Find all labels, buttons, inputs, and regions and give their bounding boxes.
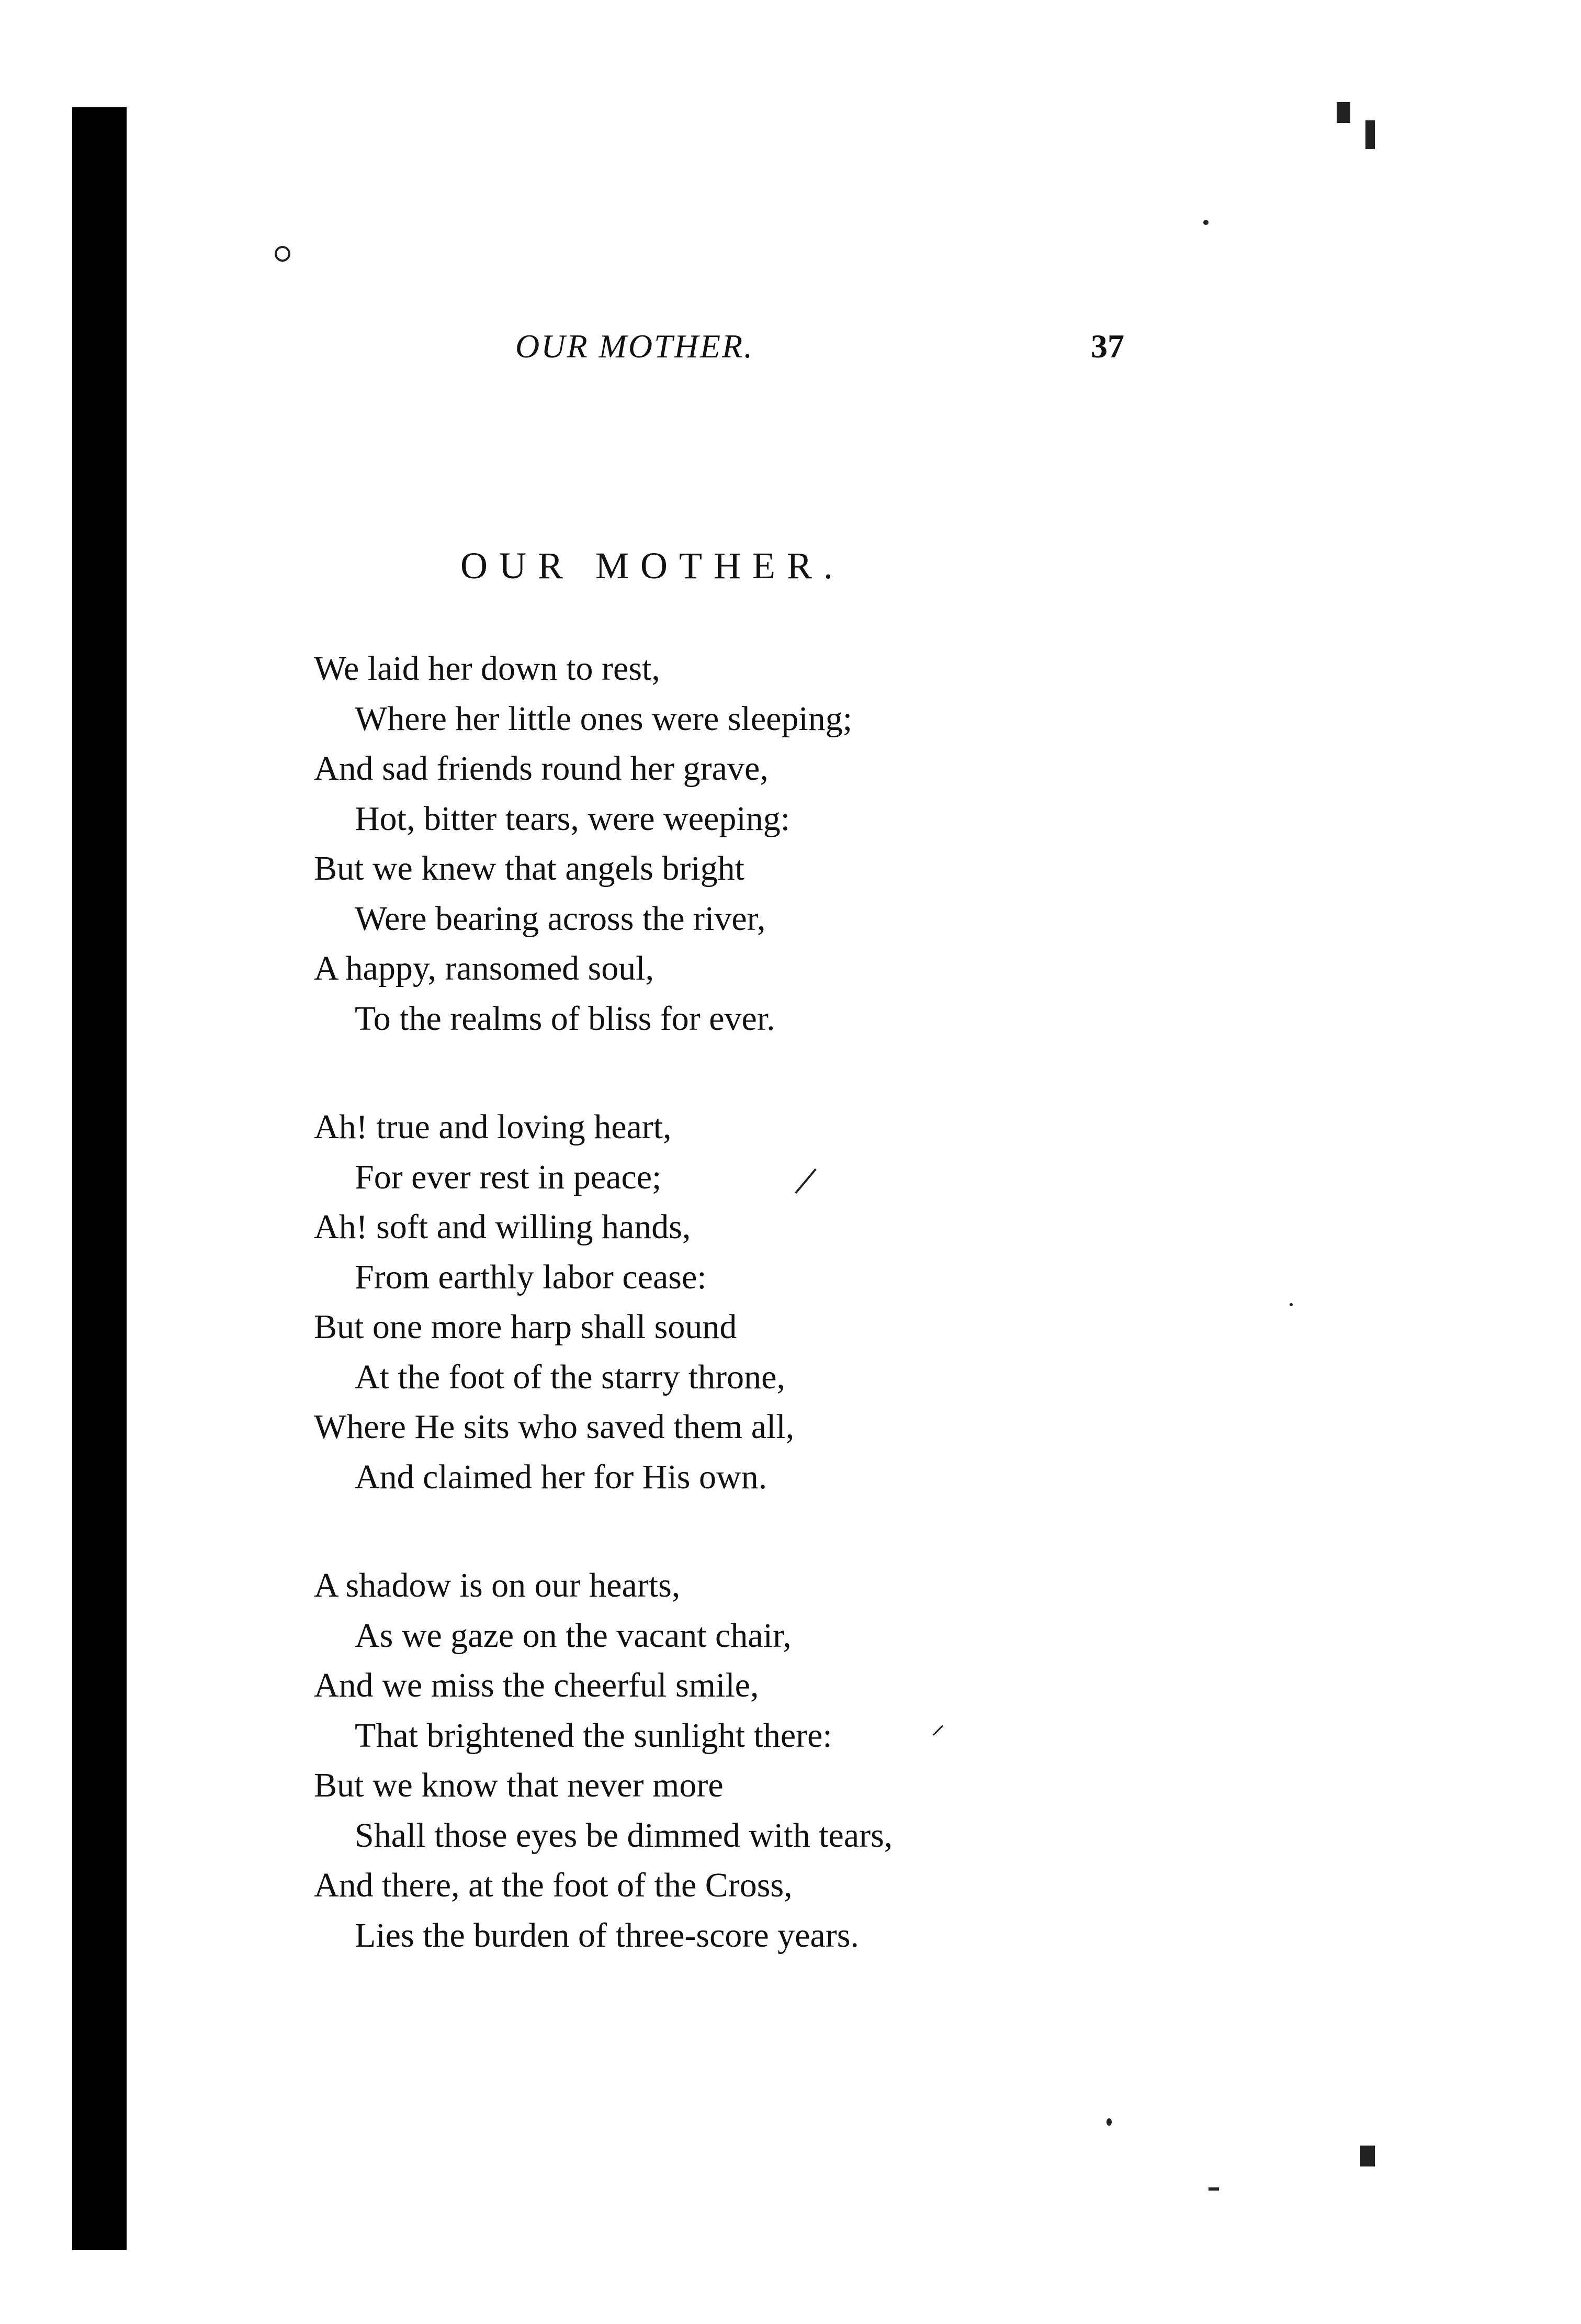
poem-line: Lies the burden of three-score years. [355, 1916, 859, 1955]
poem-body [314, 644, 1046, 2019]
poem-line: And claimed her for His own. [355, 1457, 767, 1496]
scan-speck [1360, 2146, 1375, 2166]
scan-speck [1209, 2187, 1219, 2191]
running-title: OUR MOTHER. [515, 328, 754, 365]
poem-line: A shadow is on our hearts, [314, 1566, 681, 1604]
scan-binding-edge [72, 107, 127, 2250]
poem-line: But we knew that angels bright [314, 849, 745, 888]
poem-line: Were bearing across the river, [355, 899, 766, 938]
poem-line: From earthly labor cease: [355, 1258, 707, 1296]
scan-speck [1365, 120, 1375, 149]
poem-line: And there, at the foot of the Cross, [314, 1866, 793, 1904]
poem-line: At the foot of the starry throne, [355, 1357, 785, 1396]
poem-title: OUR MOTHER. [460, 545, 845, 587]
scan-speck [1203, 220, 1209, 225]
stanza-1 [314, 644, 1046, 1043]
poem-line: Ah! true and loving heart, [314, 1108, 672, 1146]
poem-line: A happy, ransomed soul, [314, 949, 654, 987]
poem-line: And sad friends round her grave, [314, 749, 769, 788]
poem-line: Ah! soft and willing hands, [314, 1208, 691, 1246]
poem-line: Where her little ones were sleeping; [355, 699, 853, 738]
poem-line: For ever rest in peace; [355, 1158, 662, 1196]
poem-line: To the realms of bliss for ever. [355, 999, 775, 1038]
scan-speck [1290, 1303, 1293, 1306]
poem-line: We laid her down to rest, [314, 649, 660, 688]
poem-line: But we know that never more [314, 1766, 724, 1804]
poem-line: Hot, bitter tears, were weeping: [355, 799, 790, 838]
poem-line: But one more harp shall sound [314, 1308, 737, 1346]
poem-line: And we miss the cheerful smile, [314, 1666, 759, 1704]
poem-line: Shall those eyes be dimmed with tears, [355, 1816, 893, 1855]
running-head [0, 327, 1130, 369]
page-number: 37 [1091, 328, 1124, 365]
scan-speck [275, 246, 290, 262]
poem-line: That brightened the sunlight there: [355, 1716, 832, 1755]
stanza-3 [314, 1560, 1046, 1960]
poem-line: As we gaze on the vacant chair, [355, 1616, 792, 1655]
scan-speck [1106, 2118, 1112, 2126]
poem-line: Where He sits who saved them all, [314, 1408, 795, 1446]
stanza-2 [314, 1102, 1046, 1502]
scan-speck [1337, 102, 1350, 123]
